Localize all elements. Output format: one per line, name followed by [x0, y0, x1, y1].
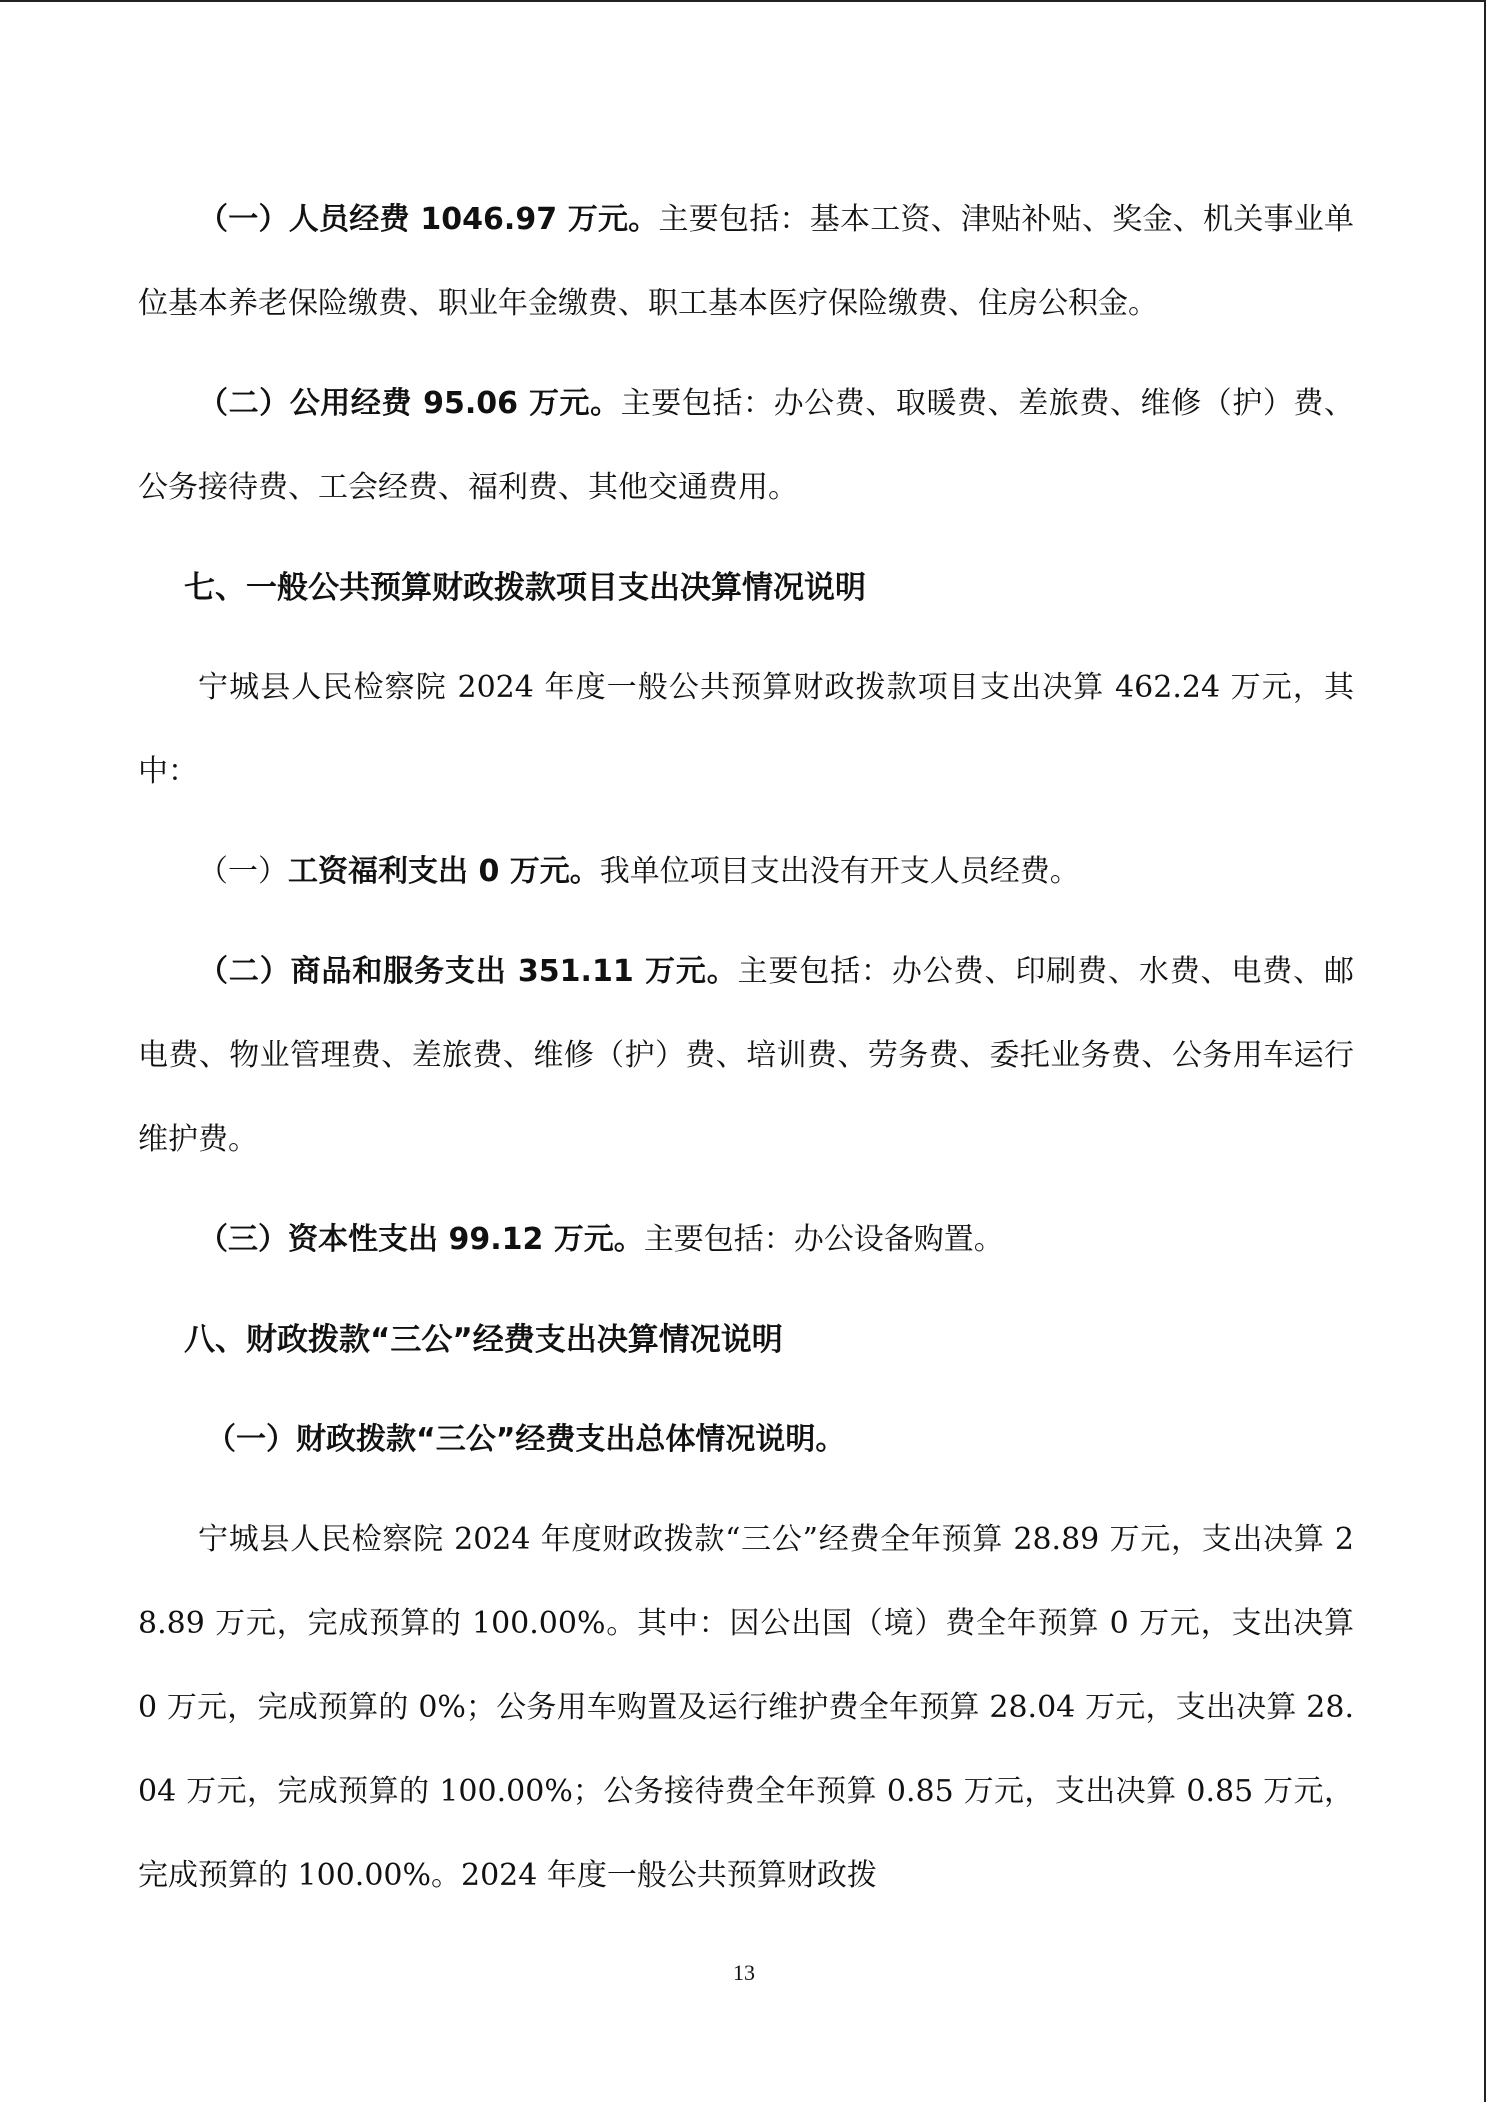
document-body [138, 178, 1354, 1918]
wage-welfare-text: 我单位项目支出没有开支人员经费。 [599, 854, 1080, 889]
personnel-expenses-lead: （一）人员经费 1046.97 万元。 [198, 202, 659, 237]
page-number: 13 [733, 1960, 755, 1985]
project-expenditure-text: 宁城县人民检察院 2024 年度一般公共预算财政拨款项目支出决算 462.24 万元，其中： [138, 670, 1354, 789]
subsection-heading-8-1: （一）财政拨款“三公”经费支出总体情况说明。 [206, 1422, 846, 1457]
wage-welfare-prefix: （一） [198, 854, 288, 889]
personnel-expenses-text: 主要包括：基本工资、津贴补贴、奖金、机关事业单位基本养老保险缴费、职业年金缴费、职工基本医疗保险缴费、住房公积金。 [138, 202, 1355, 321]
paragraph-public-expenses [138, 362, 1354, 530]
paragraph-wage-welfare [138, 830, 1354, 914]
paragraph-personnel-expenses [138, 178, 1354, 346]
capital-expenditure-lead: （三）资本性支出 99.12 万元。 [198, 1222, 644, 1257]
paragraph-three-public-expenses [138, 1498, 1354, 1918]
section-heading-8: 八、财政拨款“三公”经费支出决算情况说明 [184, 1322, 783, 1358]
section-heading-7: 七、一般公共预算财政拨款项目支出决算情况说明 [184, 570, 866, 606]
public-expenses-text: 主要包括：办公费、取暖费、差旅费、维修（护）费、公务接待费、工会经费、福利费、其他交通费用。 [138, 386, 1355, 505]
paragraph-goods-services [138, 930, 1354, 1182]
public-expenses-lead: （二）公用经费 95.06 万元。 [198, 386, 621, 421]
capital-expenditure-text: 主要包括：办公设备购置。 [643, 1222, 1004, 1257]
paragraph-project-expenditure [138, 646, 1354, 814]
wage-welfare-lead: 工资福利支出 0 万元。 [288, 854, 600, 889]
goods-services-lead: （二）商品和服务支出 351.11 万元。 [198, 954, 738, 989]
goods-services-text: 主要包括：办公费、印刷费、水费、电费、邮电费、物业管理费、差旅费、维修（护）费、培训费、劳务费、委托业务费、公务用车运行维护费。 [138, 954, 1355, 1157]
paragraph-capital-expenditure [138, 1198, 1354, 1282]
three-public-expenses-text: 宁城县人民检察院 2024 年度财政拨款“三公”经费全年预算 28.89 万元，支出决算 28.89 万元，完成预算的 100.00%。其中：因公出国（境）费全年预算 0 万元，支出决算 0 万元，完成预算的 0%；公务用车购置及运行维护费全年预算 28.04 万元，支出决算 28.04 万元，完成预算的 100.00%；公务接待费全年预算 0.85 万元，支出决算 0.85 万元，完成预算的 100.00%。2024 年度一般公共预算财政拨 [138, 1522, 1354, 1893]
